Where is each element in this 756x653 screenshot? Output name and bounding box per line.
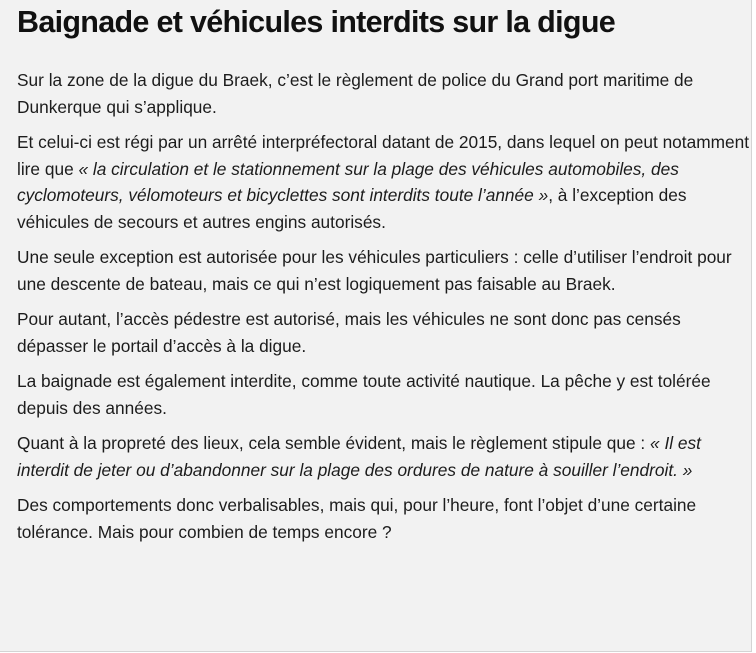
paragraph-2-text-start: Et celui-ci est régi par un arrêté interpréfectoral datant de 2015, dans lequel on peut notamment lire que — [17, 132, 750, 179]
paragraph-6-text-start: Quant à la propreté des lieux, cela semble évident, mais le règlement stipule que : — [17, 433, 651, 453]
paragraph-2-quote: « la circulation et le stationnement sur la plage des véhicules automobiles, des cyclomoteurs, vélomoteurs et bicyclettes sont interdits toute l’année » — [17, 158, 679, 205]
paragraph-6-quote: « Il est interdit de jeter ou d’abandonner sur la plage des ordures de nature à souiller l’endroit. » — [17, 433, 701, 480]
paragraph-2-text-end: , à l’exception des véhicules de secours et autres engins autorisés. — [17, 185, 687, 232]
article-heading: Baignade et véhicules interdits sur la digue — [17, 5, 616, 39]
paragraph-3: Une seule exception est autorisée pour les véhicules particuliers : celle d’utiliser l’endroit pour une descente de bateau, mais ce qui n’est logiquement pas faisable au Braek. — [17, 247, 732, 294]
article-body — [17, 67, 752, 554]
paragraph-5: La baignade est également interdite, comme toute activité nautique. La pêche y est tolérée depuis des années. — [17, 371, 711, 418]
paragraph-6 — [17, 430, 752, 483]
paragraph-1: Sur la zone de la digue du Braek, c’est le règlement de police du Grand port maritime de Dunkerque qui s’applique. — [17, 70, 694, 117]
paragraph-4: Pour autant, l’accès pédestre est autorisé, mais les véhicules ne sont donc pas censés dépasser le portail d’accès à la digue. — [17, 309, 681, 356]
paragraph-2 — [17, 129, 752, 235]
paragraph-7: Des comportements donc verbalisables, mais qui, pour l’heure, font l’objet d’une certaine tolérance. Mais pour combien de temps encore ? — [17, 495, 697, 542]
